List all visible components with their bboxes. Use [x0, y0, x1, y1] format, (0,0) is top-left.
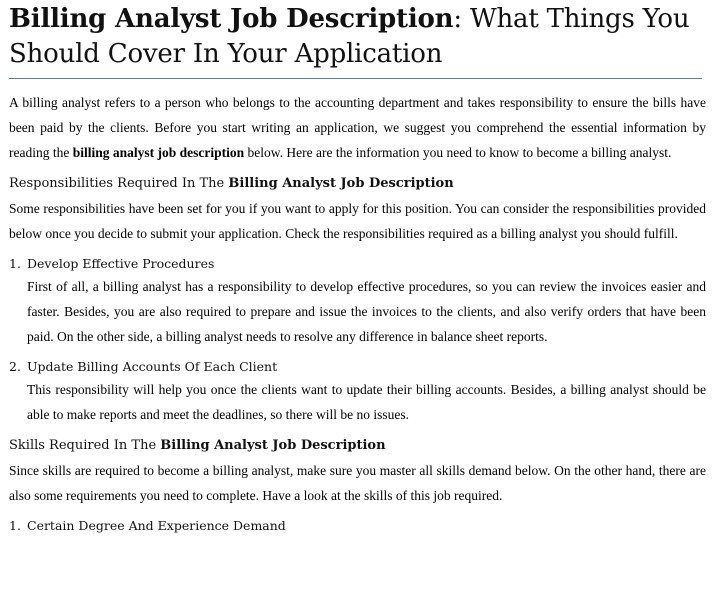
intro-text-start: A billing analyst refers to a person who belongs to the accounting department and takes responsibility to ensure the bills have been paid by the clients. Before you start writing an application, we suggest you comprehend the essential information by reading the: [9, 95, 706, 160]
responsibilities-heading-bold: Billing Analyst Job Description: [228, 176, 454, 191]
list-item: [9, 516, 706, 536]
skills-heading-prefix: Skills Required In The: [9, 438, 161, 453]
responsibilities-heading-prefix: Responsibilities Required In The: [9, 176, 229, 191]
page-title: [9, 0, 706, 72]
intro-paragraph: [9, 90, 706, 165]
list-item-label: Develop Effective Procedures: [27, 256, 215, 271]
list-item-text: First of all, a billing analyst has a responsibility to develop effective procedures, so you can review the invoices easier and faster. Besides, you are also required to prepare and issue the invoices to the clients, and also verify orders that have been paid. On the other side, a billing analyst needs to resolve any difference in balance sheet reports.: [27, 279, 706, 344]
list-item: [9, 254, 706, 349]
title-divider: [9, 78, 702, 79]
list-item-text: This responsibility will help you once the clients want to update their billing accounts. Besides, a billing analyst should be able to make reports and meet the deadlines, so there will be no issues.: [27, 382, 706, 422]
responsibilities-intro: Some responsibilities have been set for you if you want to apply for this position. You can consider the responsibilities provided below once you decide to submit your application. Check the responsibilities required as a billing analyst you should fulfill.: [9, 201, 706, 241]
skills-intro: Since skills are required to become a billing analyst, make sure you master all skills demand below. On the other hand, there are also some requirements you need to complete. Have a look at the skills of this job required.: [9, 463, 706, 503]
list-item-title: [9, 516, 706, 536]
responsibilities-heading: [9, 171, 706, 196]
list-item-title: [9, 357, 706, 377]
skills-heading-bold: Billing Analyst Job Description: [160, 438, 386, 453]
skills-heading: [9, 433, 706, 458]
page-title-rest: : What Things You Should Cover In Your Application: [9, 4, 690, 69]
page-title-bold: Billing Analyst Job Description: [9, 4, 454, 34]
list-item-label: Update Billing Accounts Of Each Client: [27, 359, 278, 374]
list-item-number: 1.: [9, 518, 21, 533]
intro-text-end: below. Here are the information you need to know to become a billing analyst.: [244, 145, 672, 160]
list-item-label: Certain Degree And Experience Demand: [27, 518, 286, 533]
list-item-number: 2.: [9, 359, 21, 374]
intro-keyword: billing analyst job description: [72, 145, 245, 160]
list-item-title: [9, 254, 706, 274]
list-item-number: 1.: [9, 256, 21, 271]
list-item: [9, 357, 706, 427]
